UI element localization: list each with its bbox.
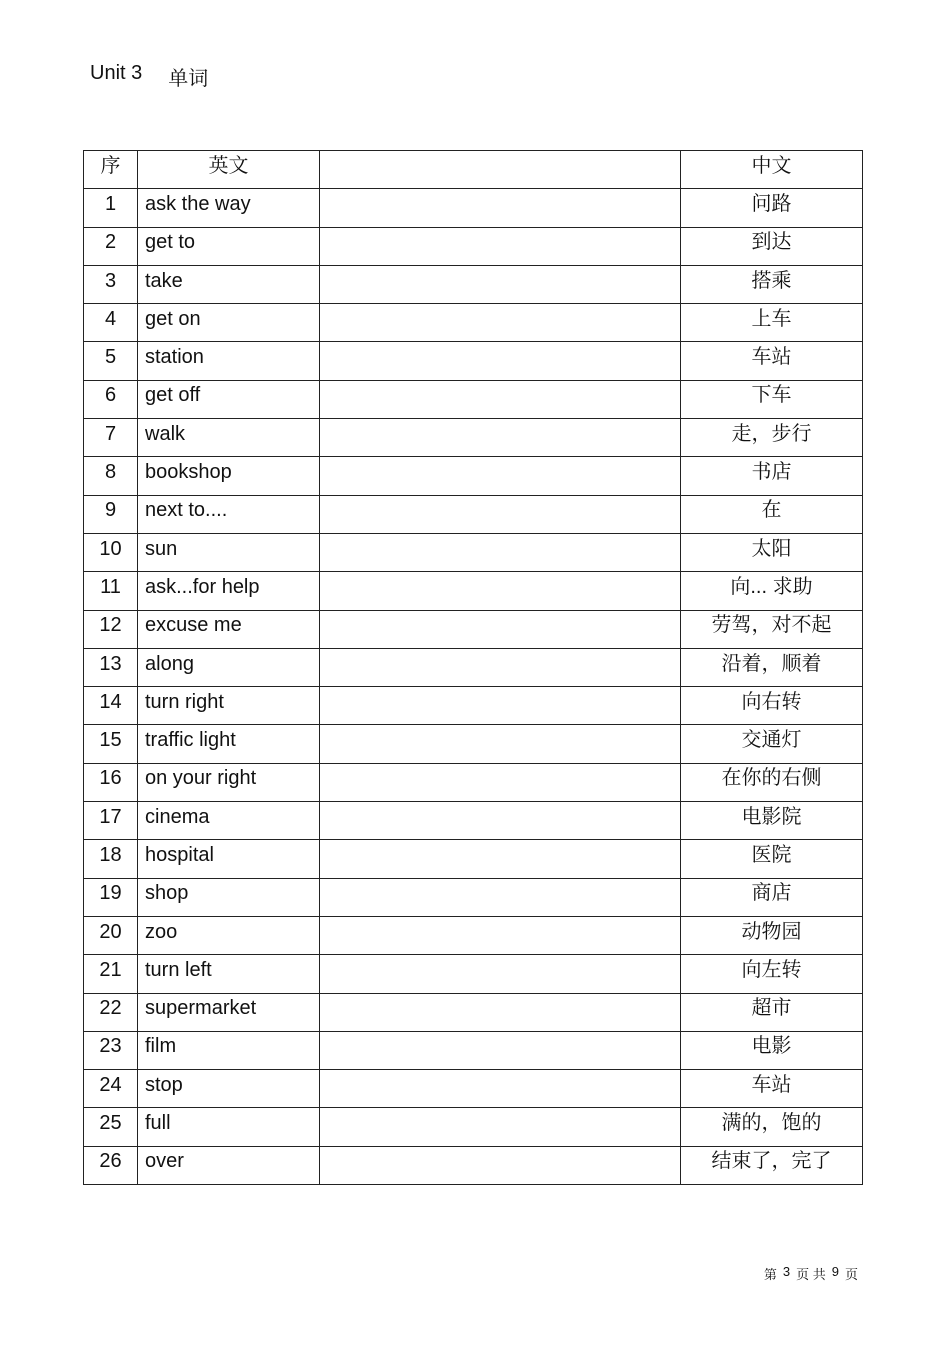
english-word: film: [138, 1031, 320, 1069]
table-row: [84, 955, 863, 993]
footer-mid: 页 共: [796, 1267, 826, 1282]
table-row: [84, 342, 863, 380]
row-number: 3: [84, 265, 138, 303]
english-word: sun: [138, 533, 320, 571]
row-number: 19: [84, 878, 138, 916]
header-chinese: 中文: [681, 151, 863, 189]
chinese-meaning: 车站: [681, 1070, 863, 1108]
blank-cell: [320, 916, 681, 954]
footer-prefix: 第: [763, 1267, 777, 1282]
blank-cell: [320, 993, 681, 1031]
english-word: on your right: [138, 763, 320, 801]
english-word: turn left: [138, 955, 320, 993]
chinese-meaning: 向... 求助: [681, 572, 863, 610]
row-number: 22: [84, 993, 138, 1031]
chinese-meaning: 书店: [681, 457, 863, 495]
chinese-meaning: 动物园: [681, 916, 863, 954]
chinese-meaning: 交通灯: [681, 725, 863, 763]
chinese-meaning: 电影院: [681, 802, 863, 840]
blank-cell: [320, 189, 681, 227]
table-row: [84, 533, 863, 571]
row-number: 26: [84, 1146, 138, 1184]
table-row: [84, 419, 863, 457]
table-row: [84, 993, 863, 1031]
english-word: get to: [138, 227, 320, 265]
english-word: full: [138, 1108, 320, 1146]
row-number: 24: [84, 1070, 138, 1108]
table-row: [84, 1108, 863, 1146]
row-number: 20: [84, 916, 138, 954]
chinese-meaning: 超市: [681, 993, 863, 1031]
header-english: 英文: [138, 151, 320, 189]
total-page-number: 9: [831, 1264, 839, 1279]
chinese-meaning: 走，步行: [681, 419, 863, 457]
blank-cell: [320, 840, 681, 878]
blank-cell: [320, 1031, 681, 1069]
row-number: 16: [84, 763, 138, 801]
chinese-meaning: 向右转: [681, 687, 863, 725]
blank-cell: [320, 304, 681, 342]
table-row: [84, 763, 863, 801]
chinese-meaning: 结束了，完了: [681, 1146, 863, 1184]
table-row: [84, 610, 863, 648]
row-number: 9: [84, 495, 138, 533]
vocabulary-table: [83, 150, 863, 1185]
table-row: [84, 1070, 863, 1108]
chinese-meaning: 电影: [681, 1031, 863, 1069]
table-header-row: [84, 151, 863, 189]
blank-cell: [320, 610, 681, 648]
english-word: supermarket: [138, 993, 320, 1031]
blank-cell: [320, 380, 681, 418]
row-number: 25: [84, 1108, 138, 1146]
table-row: [84, 878, 863, 916]
blank-cell: [320, 533, 681, 571]
row-number: 15: [84, 725, 138, 763]
english-word: station: [138, 342, 320, 380]
chinese-meaning: 搭乘: [681, 265, 863, 303]
english-word: hospital: [138, 840, 320, 878]
table-row: [84, 687, 863, 725]
row-number: 5: [84, 342, 138, 380]
blank-cell: [320, 495, 681, 533]
page-header: [90, 62, 208, 91]
chinese-meaning: 满的，饱的: [681, 1108, 863, 1146]
blank-cell: [320, 1070, 681, 1108]
page-footer: [764, 1264, 858, 1283]
table-row: [84, 916, 863, 954]
table-row: [84, 457, 863, 495]
row-number: 6: [84, 380, 138, 418]
row-number: 17: [84, 802, 138, 840]
english-word: next to....: [138, 495, 320, 533]
chinese-meaning: 在: [681, 495, 863, 533]
table-row: [84, 227, 863, 265]
english-word: walk: [138, 419, 320, 457]
row-number: 2: [84, 227, 138, 265]
chinese-meaning: 下车: [681, 380, 863, 418]
blank-cell: [320, 687, 681, 725]
blank-cell: [320, 725, 681, 763]
english-word: stop: [138, 1070, 320, 1108]
page-title: 单词: [168, 68, 209, 90]
row-number: 1: [84, 189, 138, 227]
table-row: [84, 1146, 863, 1184]
table-row: [84, 304, 863, 342]
row-number: 10: [84, 533, 138, 571]
blank-cell: [320, 1146, 681, 1184]
header-number: 序: [84, 151, 138, 189]
row-number: 12: [84, 610, 138, 648]
chinese-meaning: 问路: [681, 189, 863, 227]
header-blank: [320, 151, 681, 189]
english-word: get off: [138, 380, 320, 418]
english-word: get on: [138, 304, 320, 342]
chinese-meaning: 到达: [681, 227, 863, 265]
footer-suffix: 页: [844, 1267, 858, 1282]
row-number: 4: [84, 304, 138, 342]
current-page-number: 3: [782, 1264, 791, 1279]
english-word: ask...for help: [138, 572, 320, 610]
row-number: 13: [84, 648, 138, 686]
table-row: [84, 265, 863, 303]
chinese-meaning: 车站: [681, 342, 863, 380]
blank-cell: [320, 227, 681, 265]
blank-cell: [320, 572, 681, 610]
english-word: turn right: [138, 687, 320, 725]
blank-cell: [320, 1108, 681, 1146]
blank-cell: [320, 342, 681, 380]
blank-cell: [320, 457, 681, 495]
english-word: traffic light: [138, 725, 320, 763]
chinese-meaning: 医院: [681, 840, 863, 878]
table-row: [84, 725, 863, 763]
blank-cell: [320, 802, 681, 840]
english-word: shop: [138, 878, 320, 916]
english-word: zoo: [138, 916, 320, 954]
english-word: over: [138, 1146, 320, 1184]
unit-label: Unit 3: [90, 62, 143, 84]
row-number: 11: [84, 572, 138, 610]
english-word: excuse me: [138, 610, 320, 648]
table-row: [84, 189, 863, 227]
row-number: 23: [84, 1031, 138, 1069]
blank-cell: [320, 763, 681, 801]
english-word: take: [138, 265, 320, 303]
table-row: [84, 802, 863, 840]
table-row: [84, 648, 863, 686]
table-row: [84, 572, 863, 610]
blank-cell: [320, 265, 681, 303]
chinese-meaning: 商店: [681, 878, 863, 916]
blank-cell: [320, 955, 681, 993]
blank-cell: [320, 878, 681, 916]
blank-cell: [320, 648, 681, 686]
english-word: ask the way: [138, 189, 320, 227]
chinese-meaning: 向左转: [681, 955, 863, 993]
table-row: [84, 840, 863, 878]
chinese-meaning: 沿着，顺着: [681, 648, 863, 686]
table-row: [84, 495, 863, 533]
table-row: [84, 380, 863, 418]
row-number: 8: [84, 457, 138, 495]
chinese-meaning: 太阳: [681, 533, 863, 571]
chinese-meaning: 上车: [681, 304, 863, 342]
table-row: [84, 1031, 863, 1069]
english-word: cinema: [138, 802, 320, 840]
row-number: 7: [84, 419, 138, 457]
english-word: bookshop: [138, 457, 320, 495]
chinese-meaning: 在你的右侧: [681, 763, 863, 801]
row-number: 14: [84, 687, 138, 725]
english-word: along: [138, 648, 320, 686]
row-number: 18: [84, 840, 138, 878]
chinese-meaning: 劳驾，对不起: [681, 610, 863, 648]
row-number: 21: [84, 955, 138, 993]
blank-cell: [320, 419, 681, 457]
